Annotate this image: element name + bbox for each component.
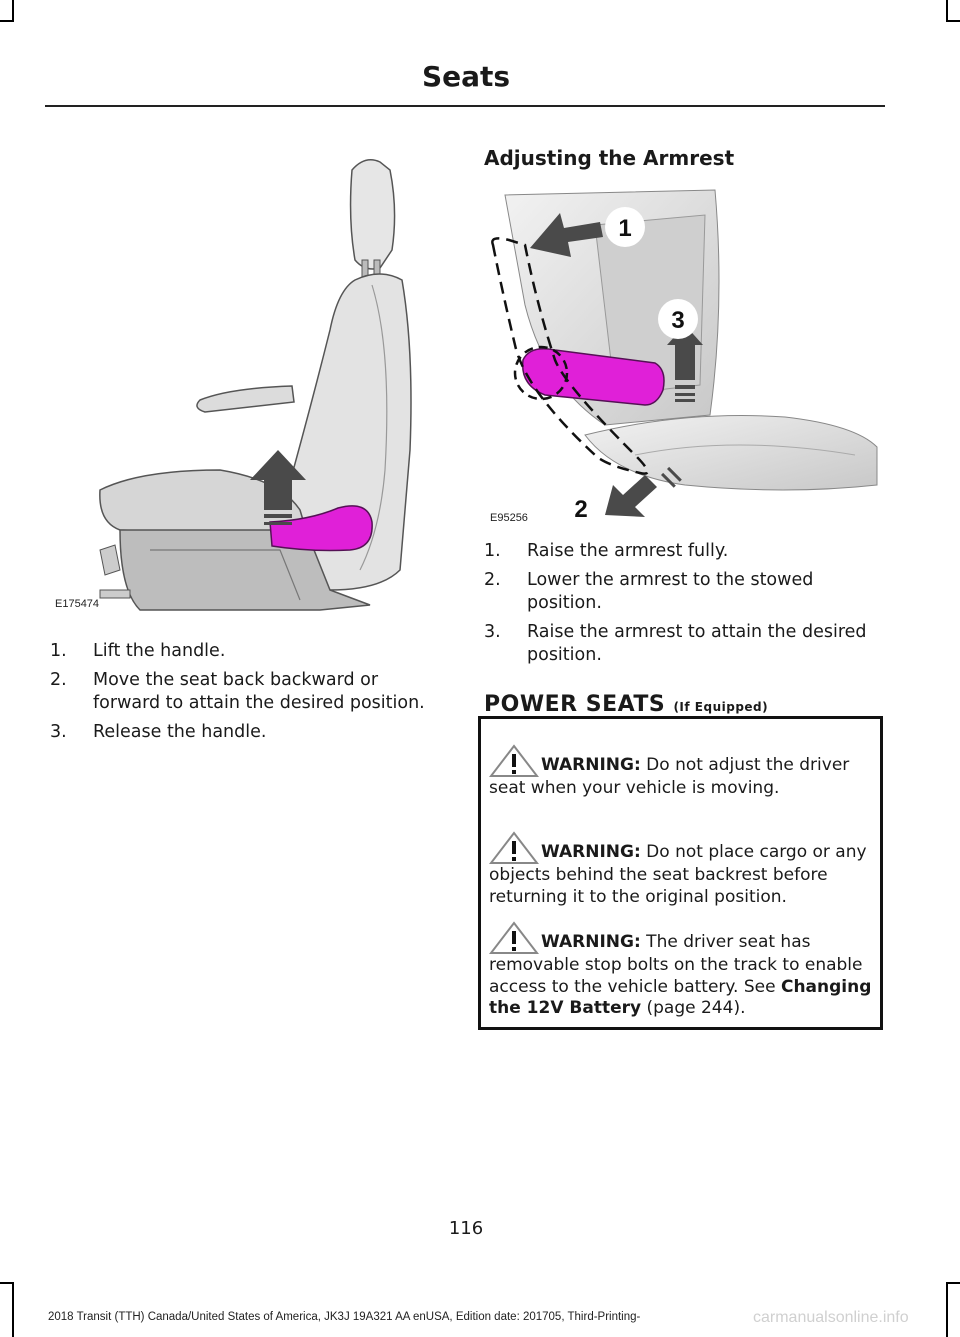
watermark: carmanualsonline.info: [753, 1309, 909, 1326]
page-title: Seats: [421, 60, 511, 93]
warning-item: [489, 921, 881, 1020]
step-number: 3.: [50, 722, 67, 742]
armrest-heading: Adjusting the Armrest: [484, 146, 735, 170]
crop-mark: [12, 0, 14, 22]
warning-label: WARNING:: [541, 932, 641, 952]
warning-triangle-icon: [489, 921, 539, 955]
step-text: Move the seat back backward or forward to attain the desired position.: [93, 670, 425, 713]
figure-code: E95256: [490, 512, 528, 524]
header-rule: [45, 105, 885, 107]
step-text: Raise the armrest fully.: [527, 541, 729, 561]
if-equipped-label: (If Equipped): [673, 700, 769, 714]
step-number: 2.: [484, 570, 501, 590]
armrest-steps: [484, 540, 884, 673]
crop-mark: [946, 1282, 960, 1284]
page-reference: (page 244).: [641, 998, 746, 1018]
footer-text: 2018 Transit (TTH) Canada/United States of America, JK3J 19A321 AA enUSA, Edition date: 201705, Third-Printing-: [48, 1311, 641, 1323]
backrest-steps: [50, 640, 450, 750]
callout-2: 2: [574, 496, 588, 523]
warning-text: Do not adjust the driver seat when your vehicle is moving.: [489, 755, 850, 798]
step-number: 3.: [484, 622, 501, 642]
figure-code: E175474: [55, 598, 100, 610]
warning-box: [478, 716, 883, 1030]
cross-reference-link[interactable]: Changing the 12V Battery: [489, 976, 872, 1018]
step-text: Release the handle.: [93, 722, 267, 742]
crop-mark: [946, 0, 948, 22]
warning-label: WARNING:: [541, 755, 641, 775]
warning-label: WARNING:: [541, 842, 641, 862]
list-item: [484, 621, 884, 667]
power-seats-title: POWER SEATS: [484, 692, 666, 717]
power-seats-heading: [484, 692, 768, 717]
warning-item: [489, 831, 881, 908]
list-item: [484, 540, 884, 563]
callout-1: 1: [618, 215, 632, 242]
crop-mark: [0, 20, 14, 22]
crop-mark: [946, 1282, 948, 1337]
step-text: Lift the handle.: [93, 641, 226, 661]
warning-item: [489, 744, 881, 800]
crop-mark: [946, 20, 960, 22]
list-item: [50, 640, 450, 663]
list-item: [50, 669, 450, 715]
callout-3: 3: [671, 307, 685, 334]
crop-mark: [0, 1282, 14, 1284]
list-item: [50, 721, 450, 744]
step-number: 1.: [484, 541, 501, 561]
page-number: 116: [448, 1218, 484, 1239]
warning-triangle-icon: [489, 831, 539, 865]
armrest-figure: [485, 185, 880, 525]
list-item: [484, 569, 884, 615]
warning-text: Do not place cargo or any objects behind the seat backrest before returning it to the original position.: [489, 842, 867, 907]
step-number: 2.: [50, 670, 67, 690]
warning-text: The driver seat has removable stop bolts on the track to enable access to the vehicle battery. See: [489, 932, 863, 997]
step-text: Raise the armrest to attain the desired position.: [527, 622, 867, 665]
step-text: Lower the armrest to the stowed position.: [527, 570, 814, 613]
crop-mark: [12, 1282, 14, 1337]
step-number: 1.: [50, 641, 67, 661]
warning-triangle-icon: [489, 744, 539, 778]
seat-backrest-figure: [80, 150, 430, 620]
